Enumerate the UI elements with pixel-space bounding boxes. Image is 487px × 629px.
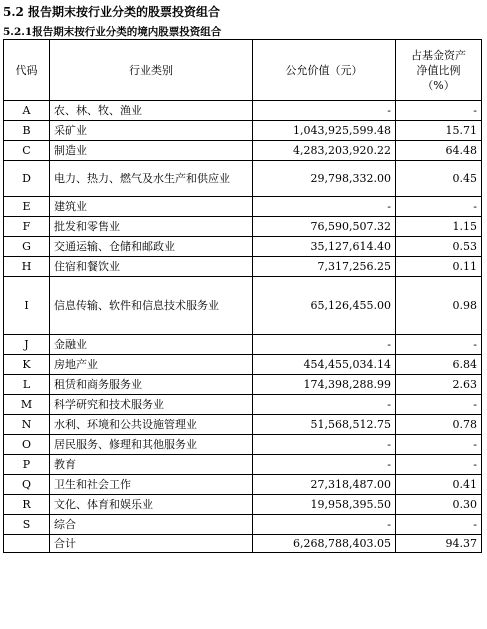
- header-industry: 行业类别: [50, 40, 253, 101]
- row-fair-value: 27,318,487.00: [253, 475, 396, 495]
- row-code: P: [4, 455, 50, 475]
- total-fair-value: 6,268,788,403.05: [253, 535, 396, 553]
- row-industry: 房地产业: [50, 355, 253, 375]
- table-header-row: [4, 40, 482, 101]
- row-code: K: [4, 355, 50, 375]
- table-row: [4, 395, 482, 415]
- table-row: [4, 257, 482, 277]
- row-industry: 卫生和社会工作: [50, 475, 253, 495]
- row-percentage: 0.98: [396, 277, 482, 335]
- total-label: 合计: [50, 535, 253, 553]
- row-percentage: 2.63: [396, 375, 482, 395]
- total-row: [4, 535, 482, 553]
- total-code: [4, 535, 50, 553]
- row-code: N: [4, 415, 50, 435]
- table-row: [4, 237, 482, 257]
- row-code: O: [4, 435, 50, 455]
- row-code: D: [4, 161, 50, 197]
- table-row: [4, 277, 482, 335]
- row-fair-value: 7,317,256.25: [253, 257, 396, 277]
- row-fair-value: -: [253, 435, 396, 455]
- row-industry: 住宿和餐饮业: [50, 257, 253, 277]
- row-percentage: 0.45: [396, 161, 482, 197]
- row-industry: 信息传输、软件和信息技术服务业: [50, 277, 253, 335]
- row-fair-value: -: [253, 515, 396, 535]
- row-industry: 文化、体育和娱乐业: [50, 495, 253, 515]
- row-fair-value: 65,126,455.00: [253, 277, 396, 335]
- table-row: [4, 335, 482, 355]
- row-fair-value: 1,043,925,599.48: [253, 121, 396, 141]
- header-pct-line2: 净值比例: [416, 63, 461, 77]
- table-row: [4, 415, 482, 435]
- industry-stock-table: [3, 39, 482, 553]
- row-percentage: -: [396, 395, 482, 415]
- row-code: C: [4, 141, 50, 161]
- table-row: [4, 217, 482, 237]
- row-percentage: 0.41: [396, 475, 482, 495]
- table-row: [4, 101, 482, 121]
- row-code: J: [4, 335, 50, 355]
- table-row: [4, 455, 482, 475]
- total-percentage: 94.37: [396, 535, 482, 553]
- row-industry: 科学研究和技术服务业: [50, 395, 253, 415]
- header-percentage: [396, 40, 482, 101]
- row-code: H: [4, 257, 50, 277]
- row-industry: 居民服务、修理和其他服务业: [50, 435, 253, 455]
- row-industry: 综合: [50, 515, 253, 535]
- row-industry: 租赁和商务服务业: [50, 375, 253, 395]
- row-code: R: [4, 495, 50, 515]
- row-code: E: [4, 197, 50, 217]
- table-row: [4, 515, 482, 535]
- row-percentage: 1.15: [396, 217, 482, 237]
- table-row: [4, 355, 482, 375]
- row-percentage: -: [396, 455, 482, 475]
- row-industry: 水利、环境和公共设施管理业: [50, 415, 253, 435]
- row-percentage: 6.84: [396, 355, 482, 375]
- row-industry: 建筑业: [50, 197, 253, 217]
- table-row: [4, 475, 482, 495]
- row-percentage: 0.30: [396, 495, 482, 515]
- row-code: Q: [4, 475, 50, 495]
- header-pct-line1: 占基金资产: [411, 48, 466, 62]
- row-percentage: 0.11: [396, 257, 482, 277]
- row-fair-value: 35,127,614.40: [253, 237, 396, 257]
- row-fair-value: 174,398,288.99: [253, 375, 396, 395]
- header-code: 代码: [4, 40, 50, 101]
- table-row: [4, 375, 482, 395]
- row-percentage: 0.53: [396, 237, 482, 257]
- row-fair-value: 51,568,512.75: [253, 415, 396, 435]
- table-row: [4, 495, 482, 515]
- row-percentage: -: [396, 101, 482, 121]
- row-industry: 制造业: [50, 141, 253, 161]
- row-industry: 金融业: [50, 335, 253, 355]
- table-row: [4, 435, 482, 455]
- row-fair-value: -: [253, 455, 396, 475]
- row-code: L: [4, 375, 50, 395]
- table-row: [4, 197, 482, 217]
- row-percentage: 0.78: [396, 415, 482, 435]
- row-percentage: -: [396, 197, 482, 217]
- table-row: [4, 161, 482, 197]
- table-row: [4, 141, 482, 161]
- row-industry: 电力、热力、燃气及水生产和供应业: [50, 161, 253, 197]
- row-code: S: [4, 515, 50, 535]
- row-code: G: [4, 237, 50, 257]
- row-fair-value: 76,590,507.32: [253, 217, 396, 237]
- row-industry: 批发和零售业: [50, 217, 253, 237]
- row-fair-value: -: [253, 197, 396, 217]
- row-industry: 教育: [50, 455, 253, 475]
- header-fair-value: 公允价值（元）: [253, 40, 396, 101]
- row-percentage: -: [396, 515, 482, 535]
- row-percentage: -: [396, 435, 482, 455]
- row-percentage: -: [396, 335, 482, 355]
- header-pct-line3: （%）: [422, 78, 455, 92]
- row-fair-value: 454,455,034.14: [253, 355, 396, 375]
- row-fair-value: -: [253, 335, 396, 355]
- row-fair-value: 19,958,395.50: [253, 495, 396, 515]
- row-fair-value: -: [253, 395, 396, 415]
- row-fair-value: 29,798,332.00: [253, 161, 396, 197]
- row-industry: 采矿业: [50, 121, 253, 141]
- row-code: F: [4, 217, 50, 237]
- row-fair-value: 4,283,203,920.22: [253, 141, 396, 161]
- row-fair-value: -: [253, 101, 396, 121]
- row-percentage: 64.48: [396, 141, 482, 161]
- row-industry: 农、林、牧、渔业: [50, 101, 253, 121]
- row-percentage: 15.71: [396, 121, 482, 141]
- row-code: B: [4, 121, 50, 141]
- table-row: [4, 121, 482, 141]
- subsection-title: 5.2.1报告期末按行业分类的境内股票投资组合: [3, 26, 222, 38]
- section-title: 5.2 报告期末按行业分类的股票投资组合: [3, 5, 221, 19]
- row-industry: 交通运输、仓储和邮政业: [50, 237, 253, 257]
- row-code: M: [4, 395, 50, 415]
- row-code: I: [4, 277, 50, 335]
- row-code: A: [4, 101, 50, 121]
